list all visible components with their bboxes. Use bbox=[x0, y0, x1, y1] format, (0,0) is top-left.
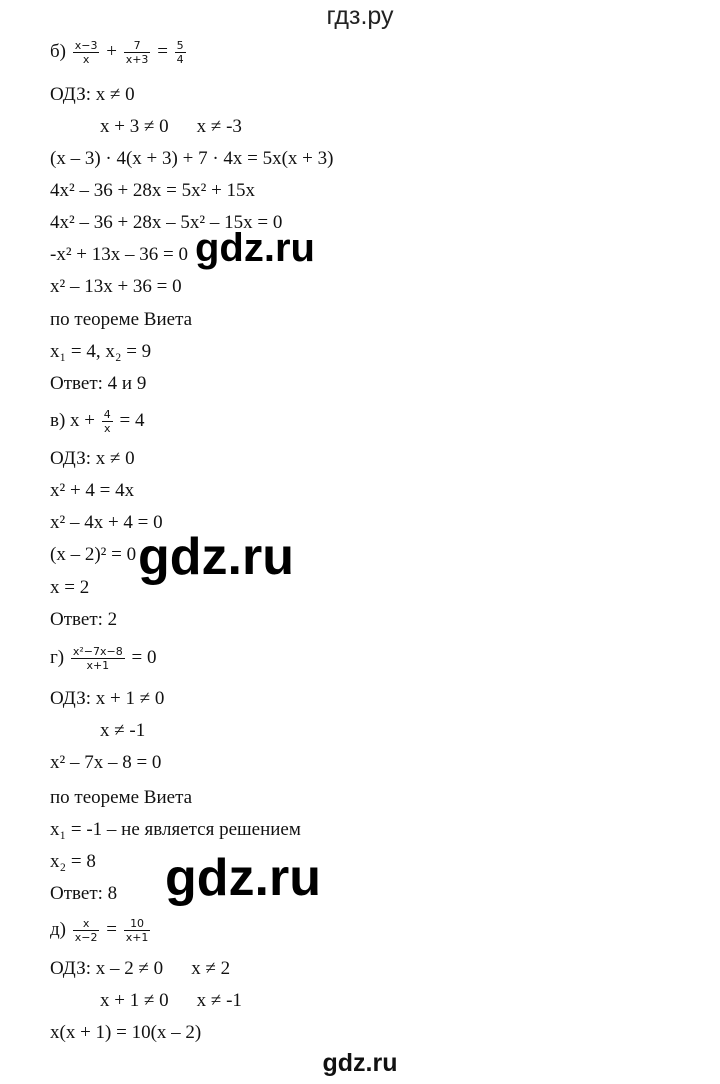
odz-line: x ≠ -1 bbox=[100, 720, 146, 741]
fraction-numerator: 7 bbox=[124, 39, 151, 53]
answer-line: Ответ: 8 bbox=[50, 883, 118, 904]
operator: + bbox=[106, 40, 117, 62]
fraction-numerator: x²−7x−8 bbox=[72, 645, 123, 658]
equation-part: = 4 bbox=[119, 409, 145, 431]
fraction-denominator: x−2 bbox=[74, 931, 98, 944]
equation-part: = 0 bbox=[131, 646, 157, 668]
odz-line bbox=[100, 116, 242, 138]
solution-line: x₂ = 8 bbox=[50, 851, 96, 872]
fraction bbox=[124, 39, 151, 66]
fraction bbox=[73, 39, 100, 66]
solution-line: x₁ = 4, x₂ = 9 bbox=[50, 341, 152, 362]
solution-line: (x – 3) · 4(x + 3) + 7 · 4x = 5x(x + 3) bbox=[50, 148, 334, 169]
fraction-denominator: x+3 bbox=[125, 53, 149, 66]
site-header: гдз.ру bbox=[326, 2, 394, 30]
solution-line: (x – 2)² = 0 bbox=[50, 544, 137, 565]
odz-line bbox=[100, 990, 242, 1012]
fraction-numerator: x−3 bbox=[74, 39, 98, 52]
fraction-numerator: x bbox=[73, 917, 100, 931]
odz-line: ОДЗ: x ≠ 0 bbox=[50, 448, 135, 469]
fraction-denominator: x+1 bbox=[86, 659, 110, 672]
solution-line: по теореме Виета bbox=[50, 309, 193, 330]
fraction-denominator: x bbox=[82, 53, 90, 66]
solution-line: x₁ = -1 – не является решением bbox=[50, 819, 301, 840]
odz-condition: ОДЗ: x – 2 ≠ 0 bbox=[50, 958, 164, 979]
odz-condition: x ≠ -3 bbox=[196, 116, 242, 137]
fraction bbox=[102, 408, 113, 435]
problem-d-equation bbox=[50, 917, 152, 944]
problem-d-label: д) bbox=[50, 918, 66, 940]
fraction-denominator: x bbox=[104, 422, 111, 435]
answer-line: Ответ: 2 bbox=[50, 609, 118, 630]
solution-line: 4x² – 36 + 28x – 5x² – 15x = 0 bbox=[50, 212, 283, 233]
fraction-numerator: 10 bbox=[124, 917, 151, 931]
solution-line: -x² + 13x – 36 = 0 bbox=[50, 244, 188, 265]
solution-line: x(x + 1) = 10(x – 2) bbox=[50, 1022, 202, 1043]
solution-line: x² – 7x – 8 = 0 bbox=[50, 752, 162, 773]
problem-g-equation bbox=[50, 645, 156, 672]
site-footer: gdz.ru bbox=[322, 1049, 398, 1077]
watermark: gdz.ru bbox=[138, 528, 294, 586]
fraction-numerator: 5 bbox=[176, 39, 184, 52]
operator: = bbox=[106, 918, 117, 940]
odz-line: ОДЗ: x ≠ 0 bbox=[50, 84, 135, 105]
problem-g-label: г) bbox=[50, 646, 65, 668]
fraction-denominator: x+1 bbox=[125, 931, 149, 944]
problem-v-equation bbox=[50, 408, 144, 435]
odz-condition: x + 1 ≠ 0 bbox=[100, 990, 169, 1011]
solution-line: x = 2 bbox=[50, 577, 90, 598]
odz-condition: x ≠ -1 bbox=[196, 990, 242, 1011]
fraction bbox=[73, 917, 100, 944]
solution-line: x² – 4x + 4 = 0 bbox=[50, 512, 163, 533]
solution-line: 4x² – 36 + 28x = 5x² + 15x bbox=[50, 180, 256, 201]
problem-b-equation bbox=[50, 39, 188, 66]
odz-line bbox=[50, 958, 230, 980]
solution-line: x² + 4 = 4x bbox=[50, 480, 135, 501]
fraction bbox=[71, 645, 125, 672]
answer-line: Ответ: 4 и 9 bbox=[50, 373, 147, 394]
solution-line: по теореме Виета bbox=[50, 787, 193, 808]
equation-part: в) x + bbox=[50, 409, 96, 431]
problem-b-label: б) bbox=[50, 40, 66, 62]
watermark: gdz.ru bbox=[195, 226, 315, 270]
odz-condition: x ≠ 2 bbox=[191, 958, 231, 979]
watermark: gdz.ru bbox=[165, 849, 321, 907]
fraction bbox=[124, 917, 151, 944]
fraction-numerator: 4 bbox=[103, 408, 111, 421]
fraction bbox=[175, 39, 186, 66]
fraction-denominator: 4 bbox=[176, 53, 184, 66]
odz-condition: x + 3 ≠ 0 bbox=[100, 116, 169, 137]
operator: = bbox=[157, 40, 168, 62]
solution-line: x² – 13x + 36 = 0 bbox=[50, 276, 182, 297]
odz-line: ОДЗ: x + 1 ≠ 0 bbox=[50, 688, 165, 709]
